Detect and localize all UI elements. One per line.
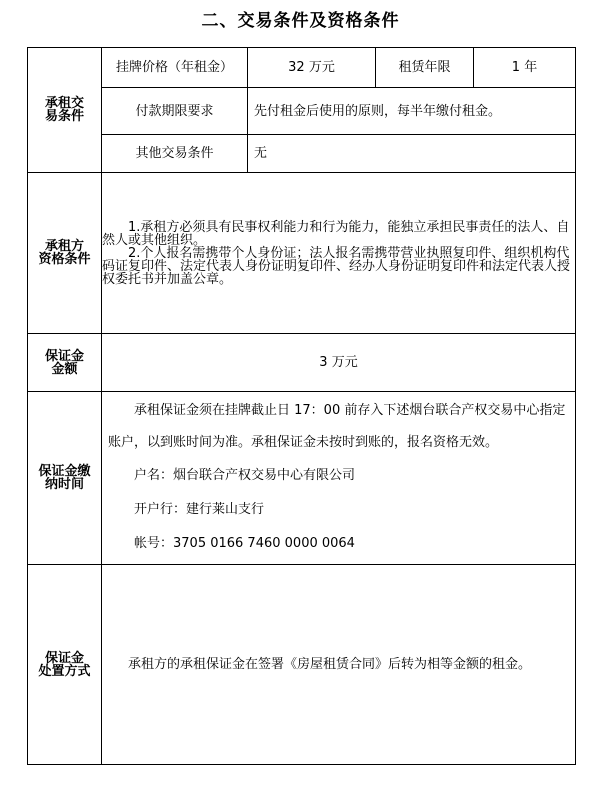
deposit-disposal-label: 保证金 处置方式 <box>28 565 102 765</box>
section-heading: 二、交易条件及资格条件 <box>201 11 400 31</box>
deposit-disposal-value: 承租方的承租保证金在签署《房屋租赁合同》后转为相等金额的租金。 <box>102 565 576 765</box>
table-row <box>28 88 576 135</box>
deposit-time-paragraph: 承租保证金须在挂牌截止日 17：00 前存入下述烟台联合产权交易中心指定账户，以到账时间为准。承租保证金未按时到账的，报名资格无效。 <box>108 403 566 450</box>
deposit-time-label: 保证金缴 纳时间 <box>28 392 102 565</box>
payment-period-label: 付款期限要求 <box>102 88 248 135</box>
table-row <box>28 392 576 565</box>
qualification-item-2: 2.个人报名需携带个人身份证；法人报名需携带营业执照复印件、组织机构代码证复印件、法定代表人身份证明复印件、经办人身份证明复印件和法定代表人授权委托书并加盖公章。 <box>102 245 571 287</box>
trade-terms-label: 承租交 易条件 <box>28 48 102 173</box>
account-number: 帐号：3705 0166 7460 0000 0064 <box>134 536 355 551</box>
qualification-item-1: 1.承租方必须具有民事权利能力和行为能力，能独立承担民事责任的法人、自然人或其他组织。 <box>102 219 570 248</box>
table-row <box>28 135 576 173</box>
qualification-content <box>102 173 576 334</box>
terms-table <box>27 47 576 765</box>
deposit-amount-value: 3 万元 <box>102 334 576 392</box>
table-row <box>28 48 576 88</box>
other-conditions-value: 无 <box>248 135 576 173</box>
payment-period-value: 先付租金后使用的原则，每半年缴付租金。 <box>248 88 576 135</box>
bank-name: 开户行：建行莱山支行 <box>134 502 265 517</box>
listing-price-label: 挂牌价格（年租金） <box>102 48 248 88</box>
other-conditions-label: 其他交易条件 <box>102 135 248 173</box>
deposit-amount-label: 保证金 金额 <box>28 334 102 392</box>
lease-term-label: 租赁年限 <box>376 48 474 88</box>
listing-price-value: 32 万元 <box>248 48 376 88</box>
table-row <box>28 173 576 334</box>
lease-term-value: 1 年 <box>474 48 576 88</box>
deposit-time-content <box>102 392 576 565</box>
table-row <box>28 565 576 765</box>
account-name: 户名：烟台联合产权交易中心有限公司 <box>134 468 356 483</box>
table-row <box>28 334 576 392</box>
qualification-label: 承租方 资格条件 <box>28 173 102 334</box>
